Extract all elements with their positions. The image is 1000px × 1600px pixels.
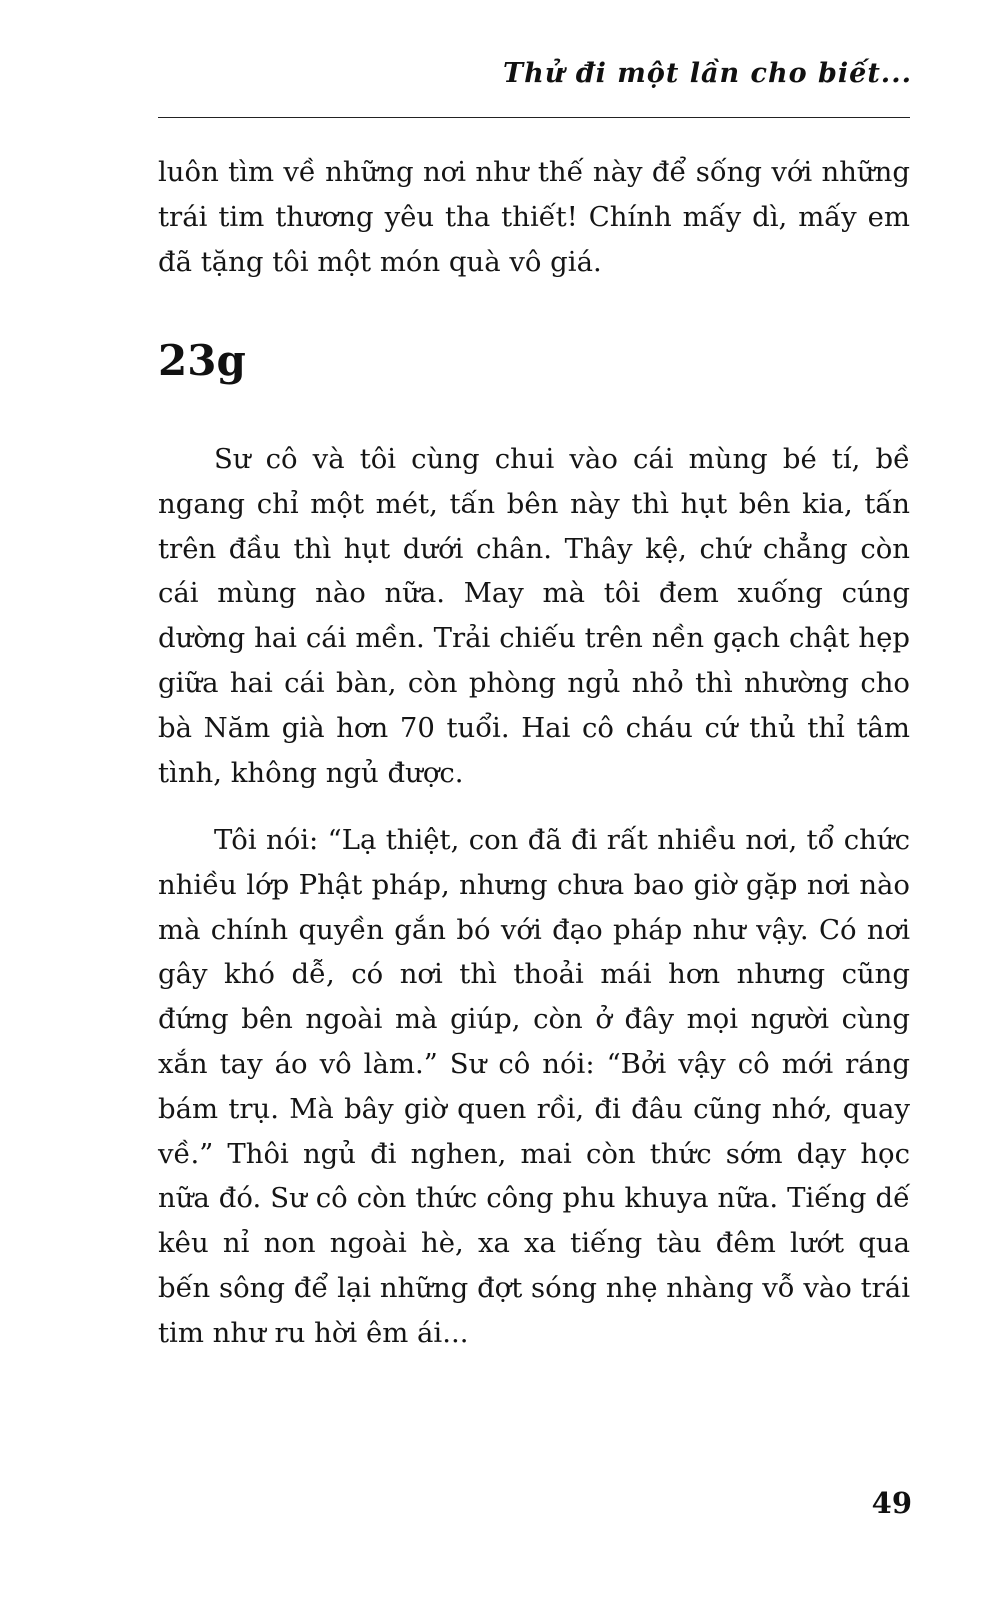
lead-paragraph: luôn tìm về những nơi như thế này để sống với những trái tim thương yêu tha thiết! Chính mấy dì, mấy em đã tặng tôi một món quà vô giá.	[158, 156, 910, 278]
running-header-title: Thử đi một lần cho biết...	[503, 58, 912, 89]
body-paragraph-1: Sư cô và tôi cùng chui vào cái mùng bé tí, bề ngang chỉ một mét, tấn bên này thì hụt bên kia, tấn trên đầu thì hụt dưới chân. Thây kệ, chứ chẳng còn cái mùng nào nữa. May mà tôi đem xuống cúng dường hai cái mền. Trải chiếu trên nền gạch chật hẹp giữa hai cái bàn, còn phòng ngủ nhỏ thì nhường cho bà Năm già hơn 70 tuổi. Hai cô cháu cứ thủ thỉ tâm tình, không ngủ được.	[158, 443, 910, 789]
page-number: 49	[871, 1486, 912, 1520]
header-divider	[158, 117, 910, 118]
body-paragraph-2: Tôi nói: “Lạ thiệt, con đã đi rất nhiều nơi, tổ chức nhiều lớp Phật pháp, nhưng chưa bao giờ gặp nơi nào mà chính quyền gắn bó với đạo pháp như vậy. Có nơi gây khó dễ, có nơi thì thoải mái hơn nhưng cũng đứng bên ngoài mà giúp, còn ở đây mọi người cùng xắn tay áo vô làm.” Sư cô nói: “Bởi vậy cô mới ráng bám trụ. Mà bây giờ quen rồi, đi đâu cũng nhớ, quay về.” Thôi ngủ đi nghen, mai còn thức sớm dạy học nữa đó. Sư cô còn thức công phu khuya nữa. Tiếng dế kêu nỉ non ngoài hè, xa xa tiếng tàu đêm lướt qua bến sông để lại những đợt sóng nhẹ nhàng vỗ vào trái tim như ru hời êm ái...	[158, 824, 910, 1349]
section-heading: 23g	[158, 336, 246, 385]
